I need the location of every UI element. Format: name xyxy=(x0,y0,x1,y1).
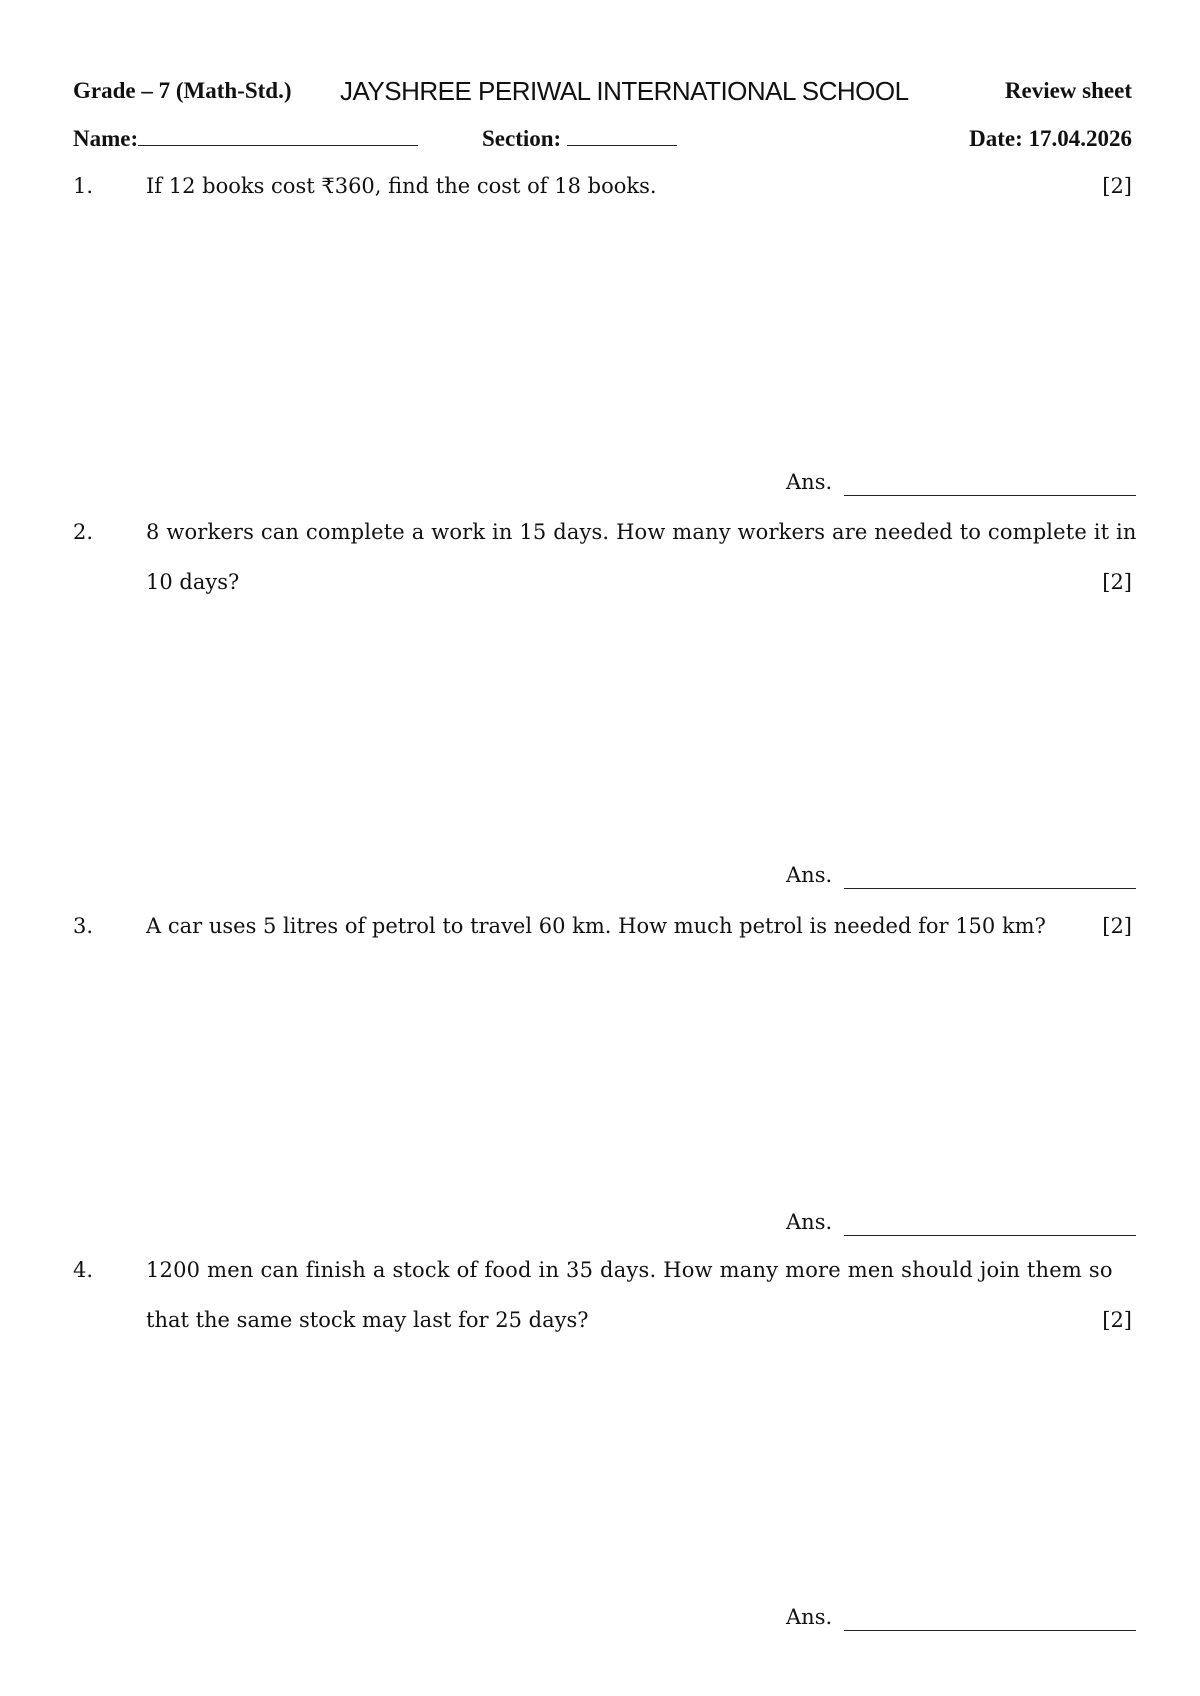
question-marks: [2] xyxy=(1102,174,1132,198)
answer-line[interactable] xyxy=(844,1630,1136,1631)
answer-line[interactable] xyxy=(844,495,1136,496)
question-text-continued: that the same stock may last for 25 days? xyxy=(146,1308,589,1332)
sheet-type: Review sheet xyxy=(1004,78,1132,103)
name-label: Name: xyxy=(73,126,139,151)
section-label: Section: xyxy=(482,126,562,151)
name-blank[interactable] xyxy=(138,145,418,146)
section-field[interactable] xyxy=(482,126,677,152)
answer-line[interactable] xyxy=(844,888,1136,889)
date-label: Date: 17.04.2026 xyxy=(969,126,1132,151)
question-number: 3. xyxy=(73,914,94,938)
question-number: 2. xyxy=(73,520,94,544)
answer-label: Ans. xyxy=(786,470,833,494)
answer-label: Ans. xyxy=(786,863,833,887)
grade-label: Grade – 7 (Math-Std.) xyxy=(73,78,292,103)
question-marks: [2] xyxy=(1102,1308,1132,1332)
question-marks: [2] xyxy=(1102,914,1132,938)
question-marks: [2] xyxy=(1102,570,1132,594)
answer-label: Ans. xyxy=(786,1210,833,1234)
school-name: JAYSHREE PERIWAL INTERNATIONAL SCHOOL xyxy=(340,76,909,106)
question-text: 8 workers can complete a work in 15 days. How many workers are needed to complete it in xyxy=(146,520,1137,544)
question-number: 4. xyxy=(73,1258,94,1282)
question-text: A car uses 5 litres of petrol to travel 60 km. How much petrol is needed for 150 km? xyxy=(146,914,1046,938)
question-text: 1200 men can finish a stock of food in 35 days. How many more men should join them so xyxy=(146,1258,1113,1282)
question-text-continued: 10 days? xyxy=(146,570,240,594)
name-field[interactable] xyxy=(73,126,418,152)
answer-label: Ans. xyxy=(786,1605,833,1629)
question-text: If 12 books cost ₹360, find the cost of 18 books. xyxy=(146,174,657,198)
section-blank[interactable] xyxy=(567,145,677,146)
question-number: 1. xyxy=(73,174,94,198)
answer-line[interactable] xyxy=(844,1235,1136,1236)
